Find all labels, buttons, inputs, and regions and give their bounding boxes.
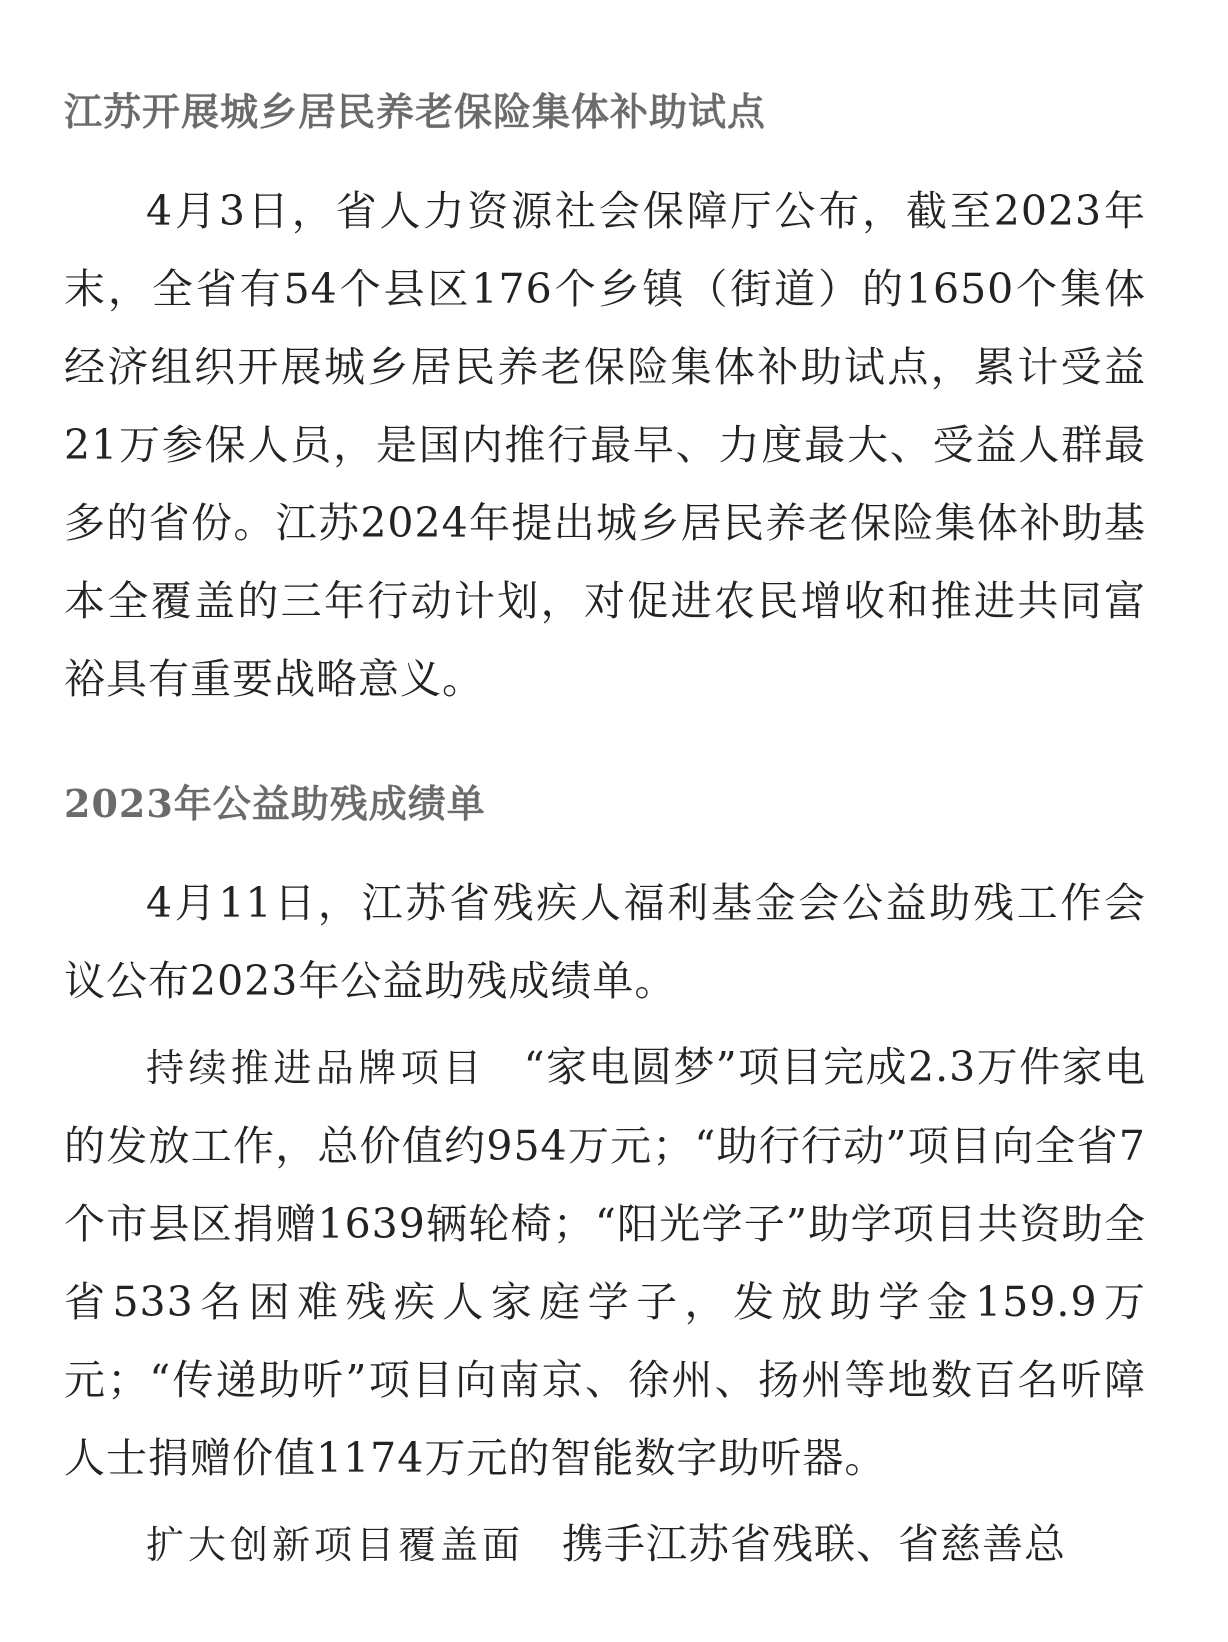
paragraph-text: 携手江苏省残联、省慈善总 (562, 1520, 1067, 1568)
section-heading: 江苏开展城乡居民养老保险集体补助试点 (64, 89, 767, 134)
paragraph-lead-label: 扩大创新项目覆盖面 (146, 1523, 525, 1567)
paragraph (64, 1028, 1146, 1497)
paragraph (64, 172, 1146, 718)
paragraph (64, 1505, 1146, 1584)
paragraph-text: “家电圆梦”项目完成2.3万件家电的发放工作，总价值约954万元；“助行行动”项目向全省7个市县区捐赠1639辆轮椅；“阳光学子”助学项目共资助全省533名困难残疾人家庭学子，发放助学金159.9万元；“传递助听”项目向南京、徐州、扬州等地数百名听障人士捐赠价值1174万元的智能数字助听器。 (64, 1043, 1146, 1482)
paragraph-text: 4月3日，省人力资源社会保障厅公布，截至2023年末，全省有54个县区176个乡镇（街道）的1650个集体经济组织开展城乡居民养老保险集体补助试点，累计受益21万参保人员，是国内推行最早、力度最大、受益人群最多的省份。江苏2024年提出城乡居民养老保险集体补助基本全覆盖的三年行动计划，对促进农民增收和推进共同富裕具有重要战略意义。 (64, 187, 1146, 703)
article-section-disability-aid (64, 780, 1146, 1584)
paragraph-lead-label: 持续推进品牌项目 (146, 1046, 486, 1090)
paragraph (64, 864, 1146, 1020)
paragraph-text: 4月11日，江苏省残疾人福利基金会公益助残工作会议公布2023年公益助残成绩单。 (64, 879, 1146, 1005)
article-section-pension (64, 88, 1146, 718)
section-heading: 2023年公益助残成绩单 (64, 781, 486, 826)
